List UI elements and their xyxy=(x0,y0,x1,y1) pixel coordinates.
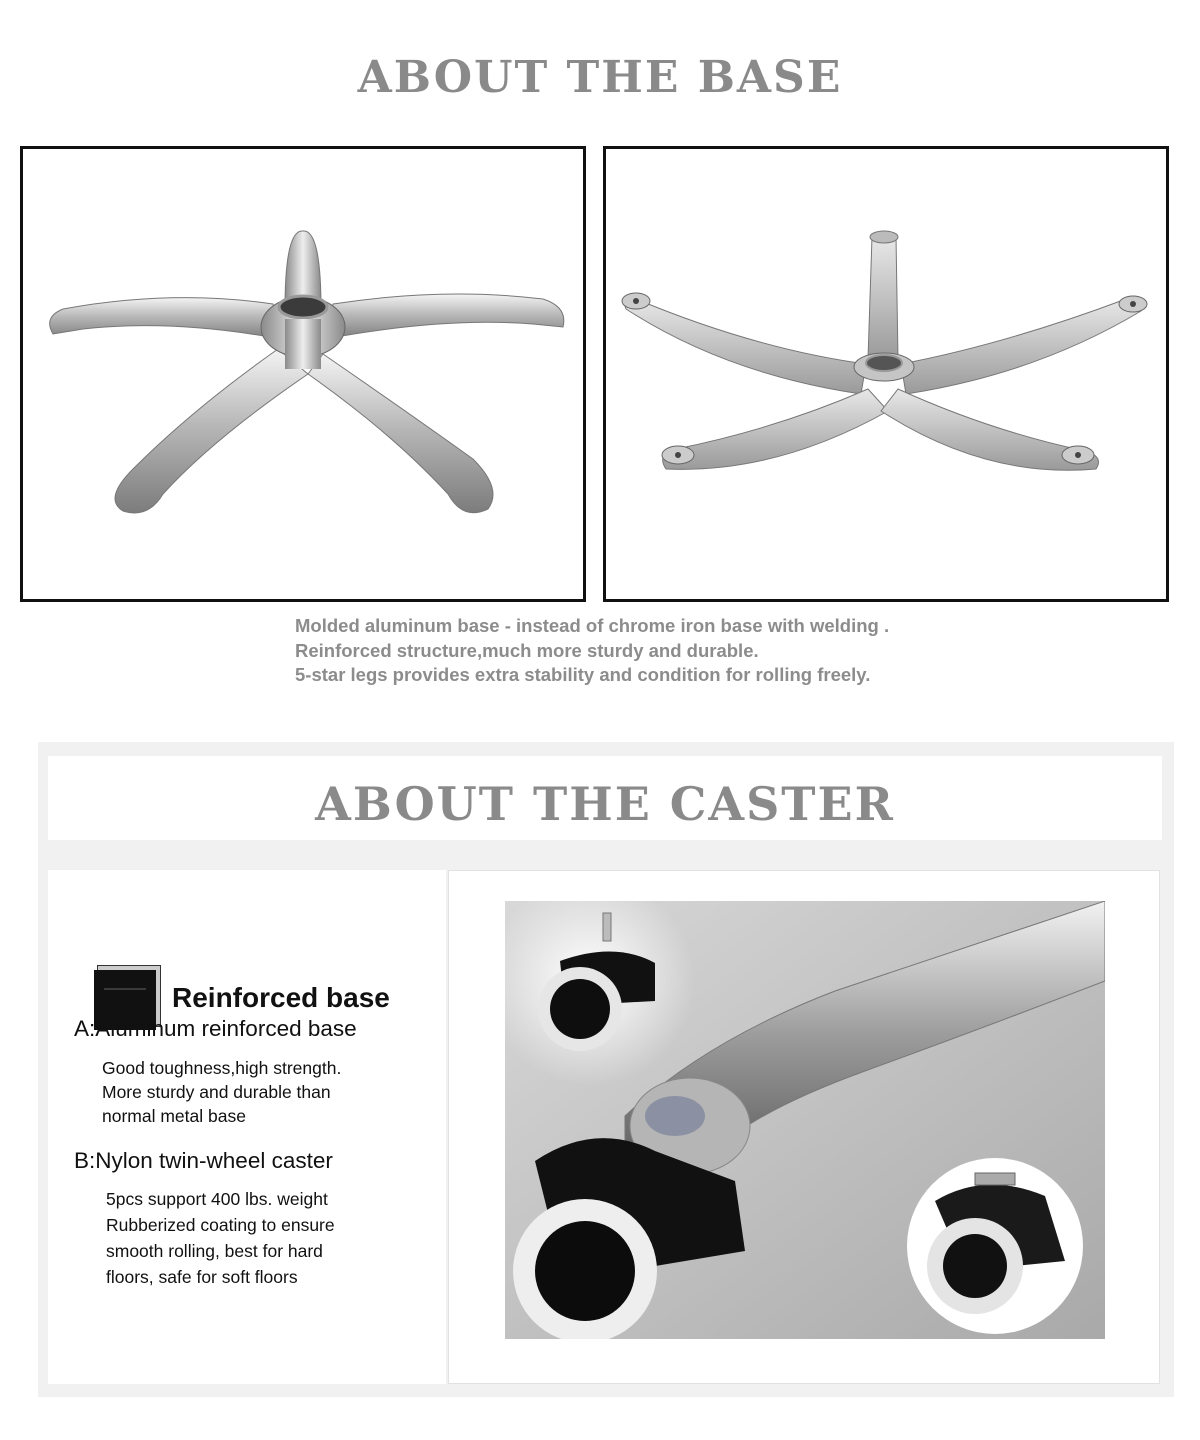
feature-b-line: Rubberized coating to ensure xyxy=(106,1215,335,1235)
caster-feature-panel xyxy=(48,870,446,1384)
feature-b-line: floors, safe for soft floors xyxy=(106,1267,298,1287)
caster-wheel-image xyxy=(505,901,1105,1339)
five-star-base-top-image xyxy=(23,149,583,599)
base-desc-line: Molded aluminum base - instead of chrome iron base with welding . xyxy=(295,615,890,636)
reinforced-base-heading: Reinforced base xyxy=(172,982,390,1013)
base-section-title: ABOUT THE BASE xyxy=(357,52,843,103)
feature-a-line: Good toughness,high strength. xyxy=(102,1058,342,1078)
feature-b-line: 5pcs support 400 lbs. weight xyxy=(106,1189,328,1209)
feature-a-line: More sturdy and durable than xyxy=(102,1082,331,1102)
feature-b-description xyxy=(106,1186,335,1290)
feature-a-line: normal metal base xyxy=(102,1106,246,1126)
base-photo-top-view xyxy=(20,146,586,602)
caster-photo xyxy=(505,901,1105,1339)
feature-b-line: smooth rolling, best for hard xyxy=(106,1241,323,1261)
caster-header-band xyxy=(48,756,1162,840)
feature-a-heading: A:Aluminum reinforced base xyxy=(74,1016,357,1041)
feature-b-heading: B:Nylon twin-wheel caster xyxy=(74,1148,333,1173)
base-desc-line: 5-star legs provides extra stability and condition for rolling freely. xyxy=(295,664,871,685)
five-star-base-underside-image xyxy=(606,149,1166,599)
base-description xyxy=(295,614,1175,688)
caster-section xyxy=(38,742,1174,1397)
caster-photo-panel xyxy=(448,870,1160,1384)
feature-a-description xyxy=(102,1056,341,1128)
base-photo-underside-view xyxy=(603,146,1169,602)
caster-section-title: ABOUT THE CASTER xyxy=(315,777,895,831)
base-desc-line: Reinforced structure,much more sturdy and durable. xyxy=(295,639,759,661)
